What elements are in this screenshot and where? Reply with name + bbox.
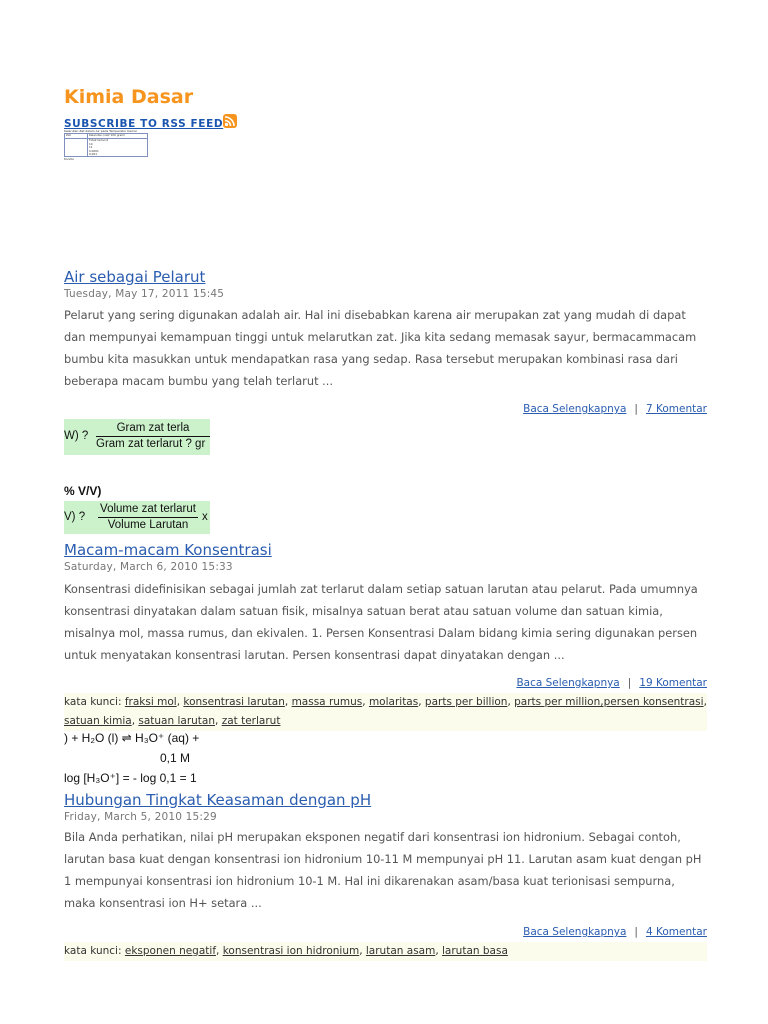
subscribe-rss-link[interactable]: SUBSCRIBE TO RSS FEED xyxy=(64,118,224,130)
table-grid xyxy=(64,133,148,157)
table-cell: 11 xyxy=(89,145,93,149)
post-date: Friday, March 5, 2010 15:29 xyxy=(64,811,217,823)
formula-denominator: Volume Larutan xyxy=(107,519,189,531)
table-header-cell: Kelarutan (zat/ 100 gram) xyxy=(89,133,126,137)
table-cell: 0,001 xyxy=(89,152,98,156)
keyword-link[interactable]: zat terlarut xyxy=(221,715,281,727)
formula-prefix: V) ? xyxy=(64,511,86,523)
read-more-link[interactable]: Baca Selengkapnya xyxy=(523,403,627,415)
post-title-air-sebagai-pelarut[interactable]: Air sebagai Pelarut xyxy=(64,268,206,286)
keyword-link[interactable]: molaritas xyxy=(368,696,419,708)
post-excerpt: Pelarut yang sering digunakan adalah air. Hal ini disebabkan karena air merupakan zat yang mudah di dapat dan mempunyai kemampuan tinggi untuk melarutkan zat. Jika kita sedang memasak sayur, bermacammacam bumbu kita masukkan untuk mendapatkan rasa yang sedap. Rasa tersebut merupakan kombinasi rasa dari beberapa macam bumbu yang telah terlarut ... xyxy=(64,308,697,388)
table-cell: Tidak terlarut xyxy=(89,138,108,142)
post-links xyxy=(64,677,707,689)
table-header-cell: Zat xyxy=(66,133,71,137)
link-separator: | xyxy=(634,403,638,415)
keyword-link[interactable]: larutan basa xyxy=(442,945,508,957)
post-title-macam-macam-konsentrasi[interactable]: Macam-macam Konsentrasi xyxy=(64,541,272,559)
comments-link[interactable]: 19 Komentar xyxy=(639,677,707,689)
keyword-link[interactable]: satuan larutan xyxy=(138,715,216,727)
table-footer: Kondis xyxy=(64,157,74,161)
keyword-link[interactable]: eksponen negatif xyxy=(124,945,217,957)
formula-denominator: Gram zat terlarut ? gr xyxy=(96,438,206,450)
keyword-link[interactable]: konsentrasi larutan xyxy=(183,696,285,708)
formula-suffix: x xyxy=(202,511,208,523)
keyword-link[interactable]: konsentrasi ion hidronium xyxy=(222,945,360,957)
formula-numerator: Gram zat terla xyxy=(116,422,190,434)
ph-equation-line-3: log [H₃O⁺] = - log 0,1 = 1 xyxy=(64,771,197,785)
keyword-link[interactable]: parts per million,persen konsentrasi xyxy=(514,696,704,708)
post-links xyxy=(64,403,707,415)
keyword-link[interactable]: parts per billion xyxy=(424,696,508,708)
keyword-link[interactable]: massa rumus xyxy=(291,696,363,708)
formula-image-vv xyxy=(64,501,210,534)
read-more-link[interactable]: Baca Selengkapnya xyxy=(516,677,620,689)
link-separator: | xyxy=(627,677,632,689)
post-excerpt: Bila Anda perhatikan, nilai pH merupakan eksponen negatif dari konsentrasi ion hidronium. Sebagai contoh, larutan basa kuat dengan konsentrasi ion hidronium 10-11 M mempunyai pH 11. Larutan asam kuat dengan pH 1 mempunyai konsentrasi ion hidronium 10-1 M. Hal ini dikarenakan asam/basa kuat terionisasi sempurna, maka konsentrasi ion H+ setara ... xyxy=(64,830,702,910)
table-caption: Kelarutan Zat dalam Air pada Temperatur Kamar xyxy=(64,129,138,133)
keyword-link[interactable]: fraksi mol xyxy=(124,696,177,708)
table-column-divider xyxy=(87,134,88,156)
keywords-label: kata kunci: xyxy=(64,945,122,957)
post-title-hubungan-tingkat-keasaman[interactable]: Hubungan Tingkat Keasaman dengan pH xyxy=(64,791,372,809)
fraction-bar xyxy=(96,436,210,437)
ph-equation-line-1: ) + H₂O (l) ⇌ H₃O⁺ (aq) + xyxy=(64,731,200,745)
formula-prefix: W) ? xyxy=(64,430,89,442)
post-date: Tuesday, May 17, 2011 15:45 xyxy=(64,288,225,300)
rss-feed-icon[interactable] xyxy=(223,114,237,128)
post-date: Saturday, March 6, 2010 15:33 xyxy=(64,561,233,573)
solubility-table-image xyxy=(64,129,148,161)
table-cell: 0,0001 xyxy=(89,148,99,153)
site-title[interactable]: Kimia Dasar xyxy=(64,86,194,108)
keyword-link[interactable]: satuan kimia xyxy=(64,715,132,727)
fraction-bar xyxy=(98,517,198,518)
link-separator: | xyxy=(634,926,638,938)
keyword-link[interactable]: larutan asam xyxy=(365,945,436,957)
formula-image-ww xyxy=(64,419,210,455)
comments-link[interactable]: 7 Komentar xyxy=(645,403,707,415)
table-cell: 10 xyxy=(89,141,93,146)
formula-numerator: Volume zat terlarut xyxy=(100,503,196,515)
post-keywords: kata kunci: eksponen negatif, konsentrasi ion hidronium, larutan asam, larutan basa xyxy=(64,942,707,961)
post-links xyxy=(64,926,707,938)
post-keywords: kata kunci: fraksi mol, konsentrasi larutan, massa rumus, molaritas, parts per billion, parts per million,persen konsentrasi, satuan kimia, satuan larutan, zat terlarut xyxy=(64,693,707,731)
keywords-label: kata kunci: xyxy=(64,696,122,708)
ph-equation-line-2: 0,1 M xyxy=(160,751,191,765)
read-more-link[interactable]: Baca Selengkapnya xyxy=(523,926,627,938)
formula-heading-vv: % V/V) xyxy=(64,484,102,498)
post-excerpt: Konsentrasi didefinisikan sebagai jumlah zat terlarut dalam setiap satuan larutan atau pelarut. Pada umumnya konsentrasi dinyatakan dalam satuan fisik, misalnya satuan berat atau satuan volume dan satuan kimia, misalnya mol, massa rumus, dan ekivalen. 1. Persen Konsentrasi Dalam bidang kimia sering digunakan persen untuk menyatakan konsentrasi larutan. Persen konsentrasi dapat dinyatakan dengan ... xyxy=(64,582,698,662)
comments-link[interactable]: 4 Komentar xyxy=(645,926,707,938)
